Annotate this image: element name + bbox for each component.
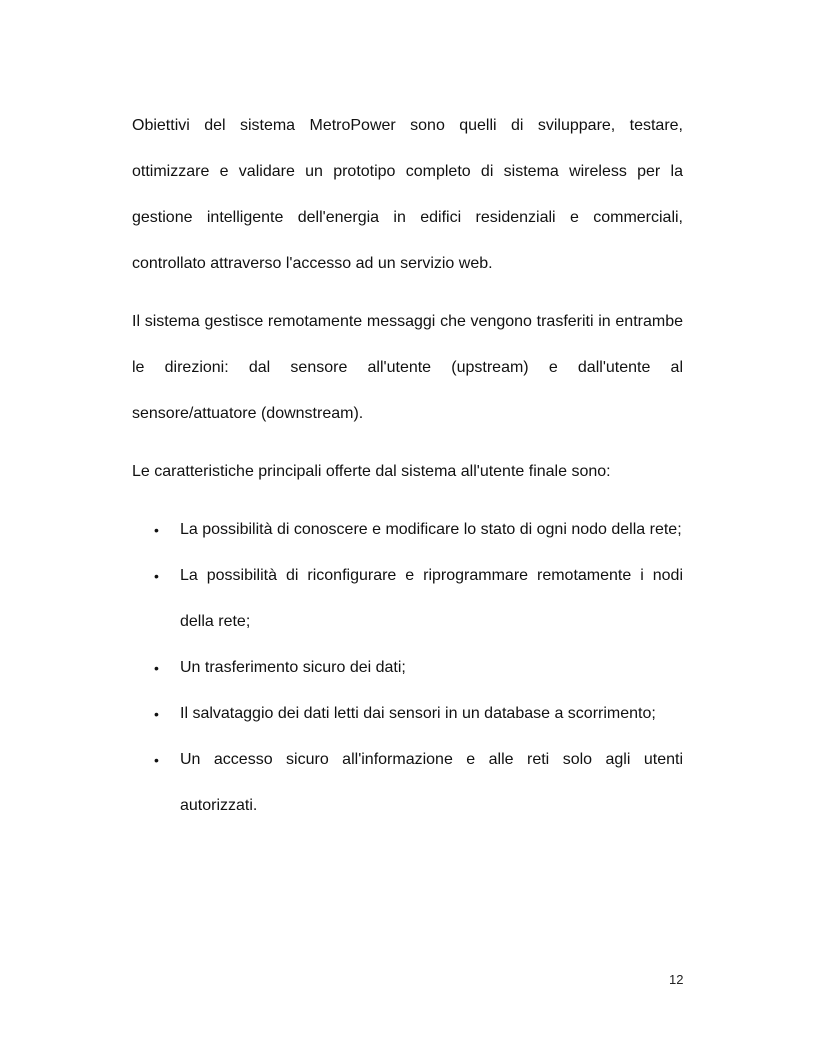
paragraph-objectives: Obiettivi del sistema MetroPower sono quelli di sviluppare, testare, ottimizzare e validare un prototipo completo di sistema wireless per la gestione intelligente dell'energia in edifici residenziali e commerciali, controllato attraverso l'accesso ad un servizio web. (132, 117, 683, 272)
list-item-text: Un trasferimento sicuro dei dati; (180, 659, 406, 676)
list-item-text: Un accesso sicuro all'informazione e alle reti solo agli utenti autorizzati. (180, 751, 683, 814)
bullet-icon: • (154, 660, 159, 676)
paragraph-features-intro: Le caratteristiche principali offerte dal sistema all'utente finale sono: (132, 463, 611, 480)
list-item-text: La possibilità di conoscere e modificare lo stato di ogni nodo della rete; (180, 521, 682, 538)
list-item (132, 645, 683, 691)
bullet-icon: • (154, 752, 159, 768)
list-item-text: Il salvataggio dei dati letti dai sensori in un database a scorrimento; (180, 705, 656, 722)
list-item (132, 691, 683, 737)
paragraph-message-flow: Il sistema gestisce remotamente messaggi che vengono trasferiti in entrambe le direzioni: dal sensore all'utente (upstream) e dall'utente al sensore/attuatore (downstream). (132, 313, 683, 422)
list-item (132, 737, 683, 829)
bullet-icon: • (154, 568, 159, 584)
page-number: 12 (669, 972, 684, 987)
list-item-text: La possibilità di riconfigurare e riprogrammare remotamente i nodi della rete; (180, 567, 683, 630)
features-list (132, 507, 683, 829)
list-item (132, 507, 683, 553)
bullet-icon: • (154, 706, 159, 722)
bullet-icon: • (154, 522, 159, 538)
document-body (132, 103, 683, 829)
list-item (132, 553, 683, 645)
